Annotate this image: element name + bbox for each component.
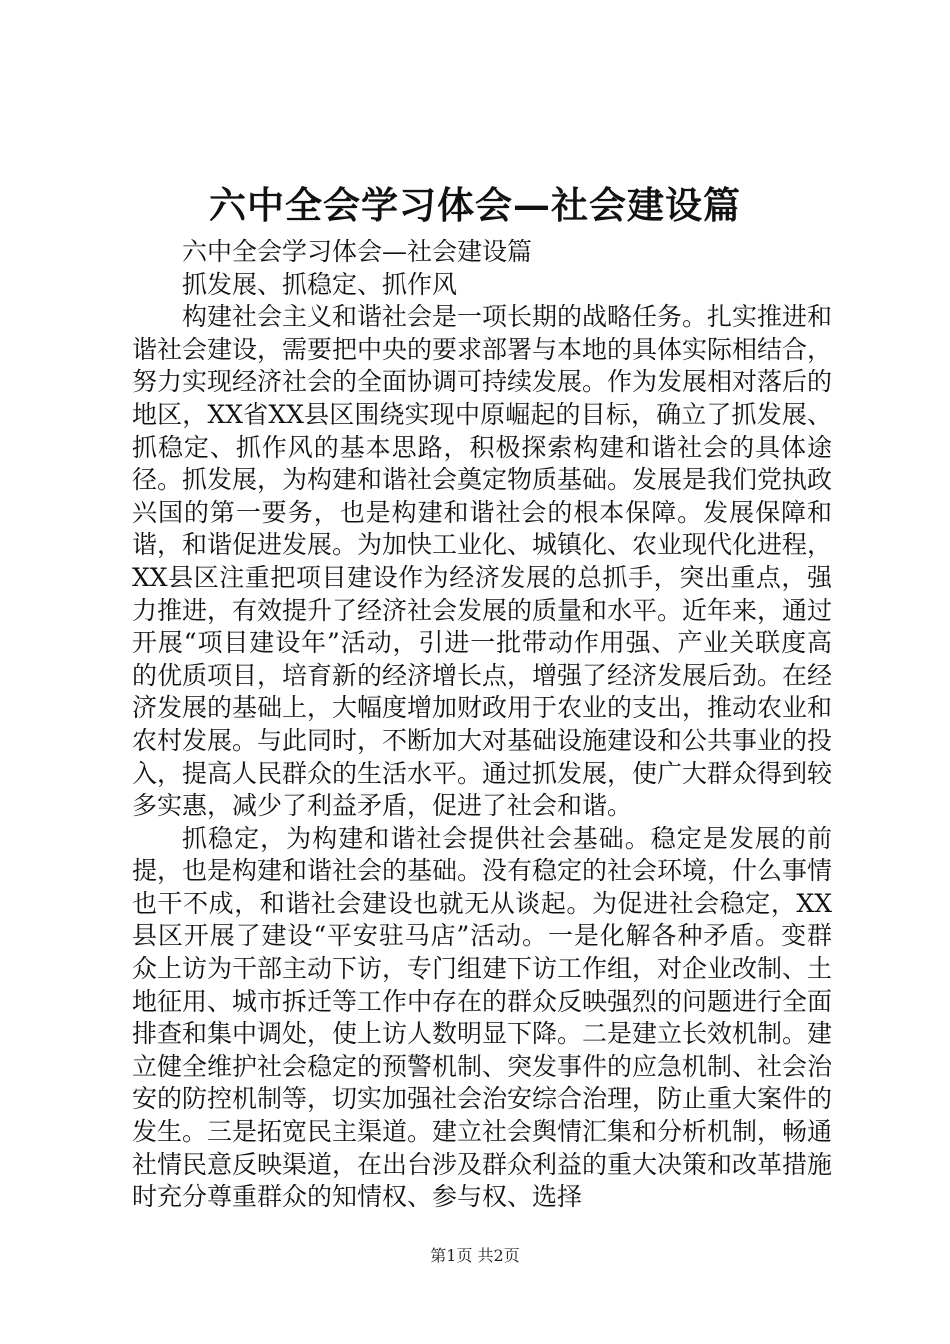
document-title: 六中全会学习体会—社会建设篇 [209, 183, 741, 227]
subtitle-paragraph: 六中全会学习体会—社会建设篇 [182, 237, 533, 266]
body-paragraph: 构建社会主义和谐社会是一项长期的战略任务。扎实推进和谐社会建设，需要把中央的要求部署与本地的具体实际相结合，努力实现经济社会的全面协调可持续发展。作为发展相对落后的地区，XX省XX县区围绕实现中原崛起的目标，确立了抓发展、抓稳定、抓作风的基本思路，积极探索构建和谐社会的具体途径。抓发展，为构建和谐社会奠定物质基础。发展是我们党执政兴国的第一要务，也是构建和谐社会的根本保障。发展保障和谐，和谐促进发展。为加快工业化、城镇化、农业现代化进程，XX县区注重把项目建设作为经济发展的总抓手，突出重点，强力推进，有效提升了经济社会发展的质量和水平。近年来，通过开展“项目建设年”活动，引进一批带动作用强、产业关联度高的优质项目，培育新的经济增长点，增强了经济发展后劲。在经济发展的基础上，大幅度增加财政用于农业的支出，推动农业和农村发展。与此同时，不断加大对基础设施建设和公共事业的投入，提高人民群众的生活水平。通过抓发展，使广大群众得到较多实惠，减少了利益矛盾，促进了社会和谐。 [132, 302, 833, 821]
document-body [132, 236, 832, 1214]
section-heading-paragraph: 抓发展、抓稳定、抓作风 [182, 269, 458, 299]
page-number-footer: 第1页 共2页 [430, 1246, 520, 1265]
body-paragraph: 抓稳定，为构建和谐社会提供社会基础。稳定是发展的前提，也是构建和谐社会的基础。没有稳定的社会环境，什么事情也干不成，和谐社会建设也就无从谈起。为促进社会稳定，XX县区开展了建设“平安驻马店”活动。一是化解各种矛盾。变群众上访为干部主动下访，专门组建下访工作组，对企业改制、土地征用、城市拆迁等工作中存在的群众反映强烈的问题进行全面排查和集中调处，使上访人数明显下降。二是建立长效机制。建立健全维护社会稳定的预警机制、突发事件的应急机制、社会治安的防控机制等，切实加强社会治安综合治理，防止重大案件的发生。三是拓宽民主渠道。建立社会舆情汇集和分析机制，畅通社情民意反映渠道，在出台涉及群众利益的重大决策和改革措施时充分尊重群众的知情权、参与权、选择 [132, 823, 833, 1212]
